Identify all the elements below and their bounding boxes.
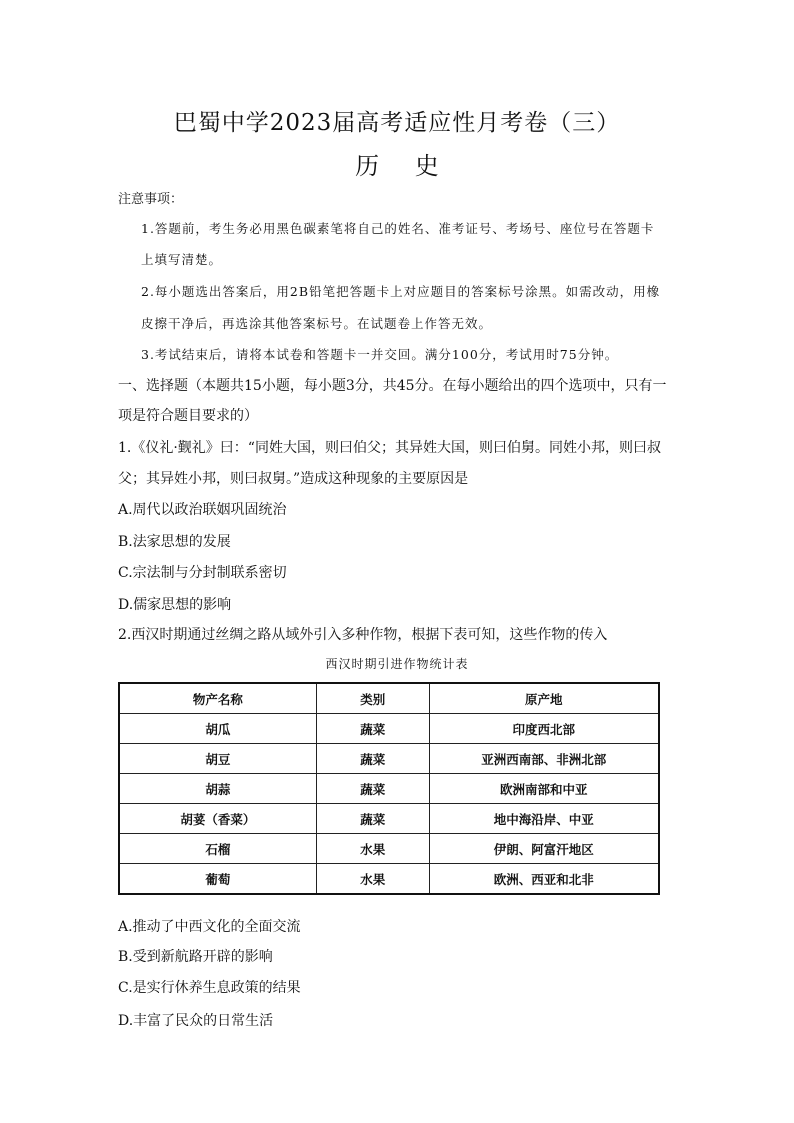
- subject-title: 历 史: [355, 152, 453, 180]
- table-header: 类别: [316, 683, 429, 714]
- table-cell: 葡萄: [119, 864, 316, 895]
- table-cell: 蔬菜: [316, 774, 429, 804]
- table-header-row: [119, 683, 659, 714]
- note-line: 上填写清楚。: [141, 252, 223, 267]
- note-line: 皮擦干净后，再选涂其他答案标号。在试题卷上作答无效。: [141, 316, 493, 331]
- table-cell: 蔬菜: [316, 714, 429, 744]
- table-cell: 水果: [316, 864, 429, 895]
- table-cell: 蔬菜: [316, 804, 429, 834]
- question-1-stem: 1.《仪礼·觐礼》曰：“同姓大国，则曰伯父；其异姓大国，则曰伯舅。同姓小邦，则曰叔: [118, 440, 661, 456]
- table-row: [119, 774, 659, 804]
- table-cell: 蔬菜: [316, 744, 429, 774]
- exam-title: 巴蜀中学2023届高考适应性月考卷（三）: [173, 110, 621, 136]
- table-cell: 伊朗、阿富汗地区: [429, 834, 659, 864]
- question-1-stem: 父；其异姓小邦，则曰叔舅。”造成这种现象的主要原因是: [118, 471, 469, 487]
- question-1-option: D.儒家思想的影响: [118, 597, 232, 613]
- table-cell: 亚洲西南部、非洲北部: [429, 744, 659, 774]
- question-2-option: B.受到新航路开辟的影响: [118, 949, 273, 965]
- section-heading: 一、选择题（本题共15小题，每小题3分，共45分。在每小题给出的四个选项中，只有一: [118, 378, 667, 394]
- note-line: 3.考试结束后，请将本试卷和答题卡一并交回。满分100分，考试用时75分钟。: [141, 347, 619, 362]
- table-title: 西汉时期引进作物统计表: [325, 657, 469, 671]
- question-2-option: C.是实行休养生息政策的结果: [118, 980, 301, 996]
- question-1-option: A.周代以政治联姻巩固统治: [118, 502, 287, 518]
- table-cell: 欧洲、西亚和北非: [429, 864, 659, 895]
- table-cell: 地中海沿岸、中亚: [429, 804, 659, 834]
- table-cell: 印度西北部: [429, 714, 659, 744]
- table-cell: 胡蒜: [119, 774, 316, 804]
- table-cell: 欧洲南部和中亚: [429, 774, 659, 804]
- question-2-option: A.推动了中西文化的全面交流: [118, 919, 301, 935]
- question-1-option: B.法家思想的发展: [118, 534, 231, 550]
- table-row: [119, 804, 659, 834]
- question-2-stem: 2.西汉时期通过丝绸之路从域外引入多种作物，根据下表可知，这些作物的传入: [118, 627, 608, 643]
- table-row: [119, 714, 659, 744]
- table-header: 原产地: [429, 683, 659, 714]
- crops-table: [118, 682, 660, 895]
- table-header: 物产名称: [119, 683, 316, 714]
- note-line: 1.答题前，考生务必用黑色碳素笔将自己的姓名、准考证号、考场号、座位号在答题卡: [141, 221, 655, 236]
- table-cell: 石榴: [119, 834, 316, 864]
- table-cell: 胡瓜: [119, 714, 316, 744]
- table-cell: 水果: [316, 834, 429, 864]
- question-1-option: C.宗法制与分封制联系密切: [118, 565, 287, 581]
- table-row: [119, 864, 659, 895]
- table-cell: 胡荽（香菜）: [119, 804, 316, 834]
- question-2-option: D.丰富了民众的日常生活: [118, 1013, 274, 1029]
- notes-heading: 注意事项：: [118, 192, 184, 207]
- section-heading: 项是符合题目要求的）: [118, 408, 258, 424]
- note-line: 2.每小题选出答案后，用2B铅笔把答题卡上对应题目的答案标号涂黑。如需改动，用橡: [141, 284, 661, 299]
- table-cell: 胡豆: [119, 744, 316, 774]
- table-row: [119, 834, 659, 864]
- table-row: [119, 744, 659, 774]
